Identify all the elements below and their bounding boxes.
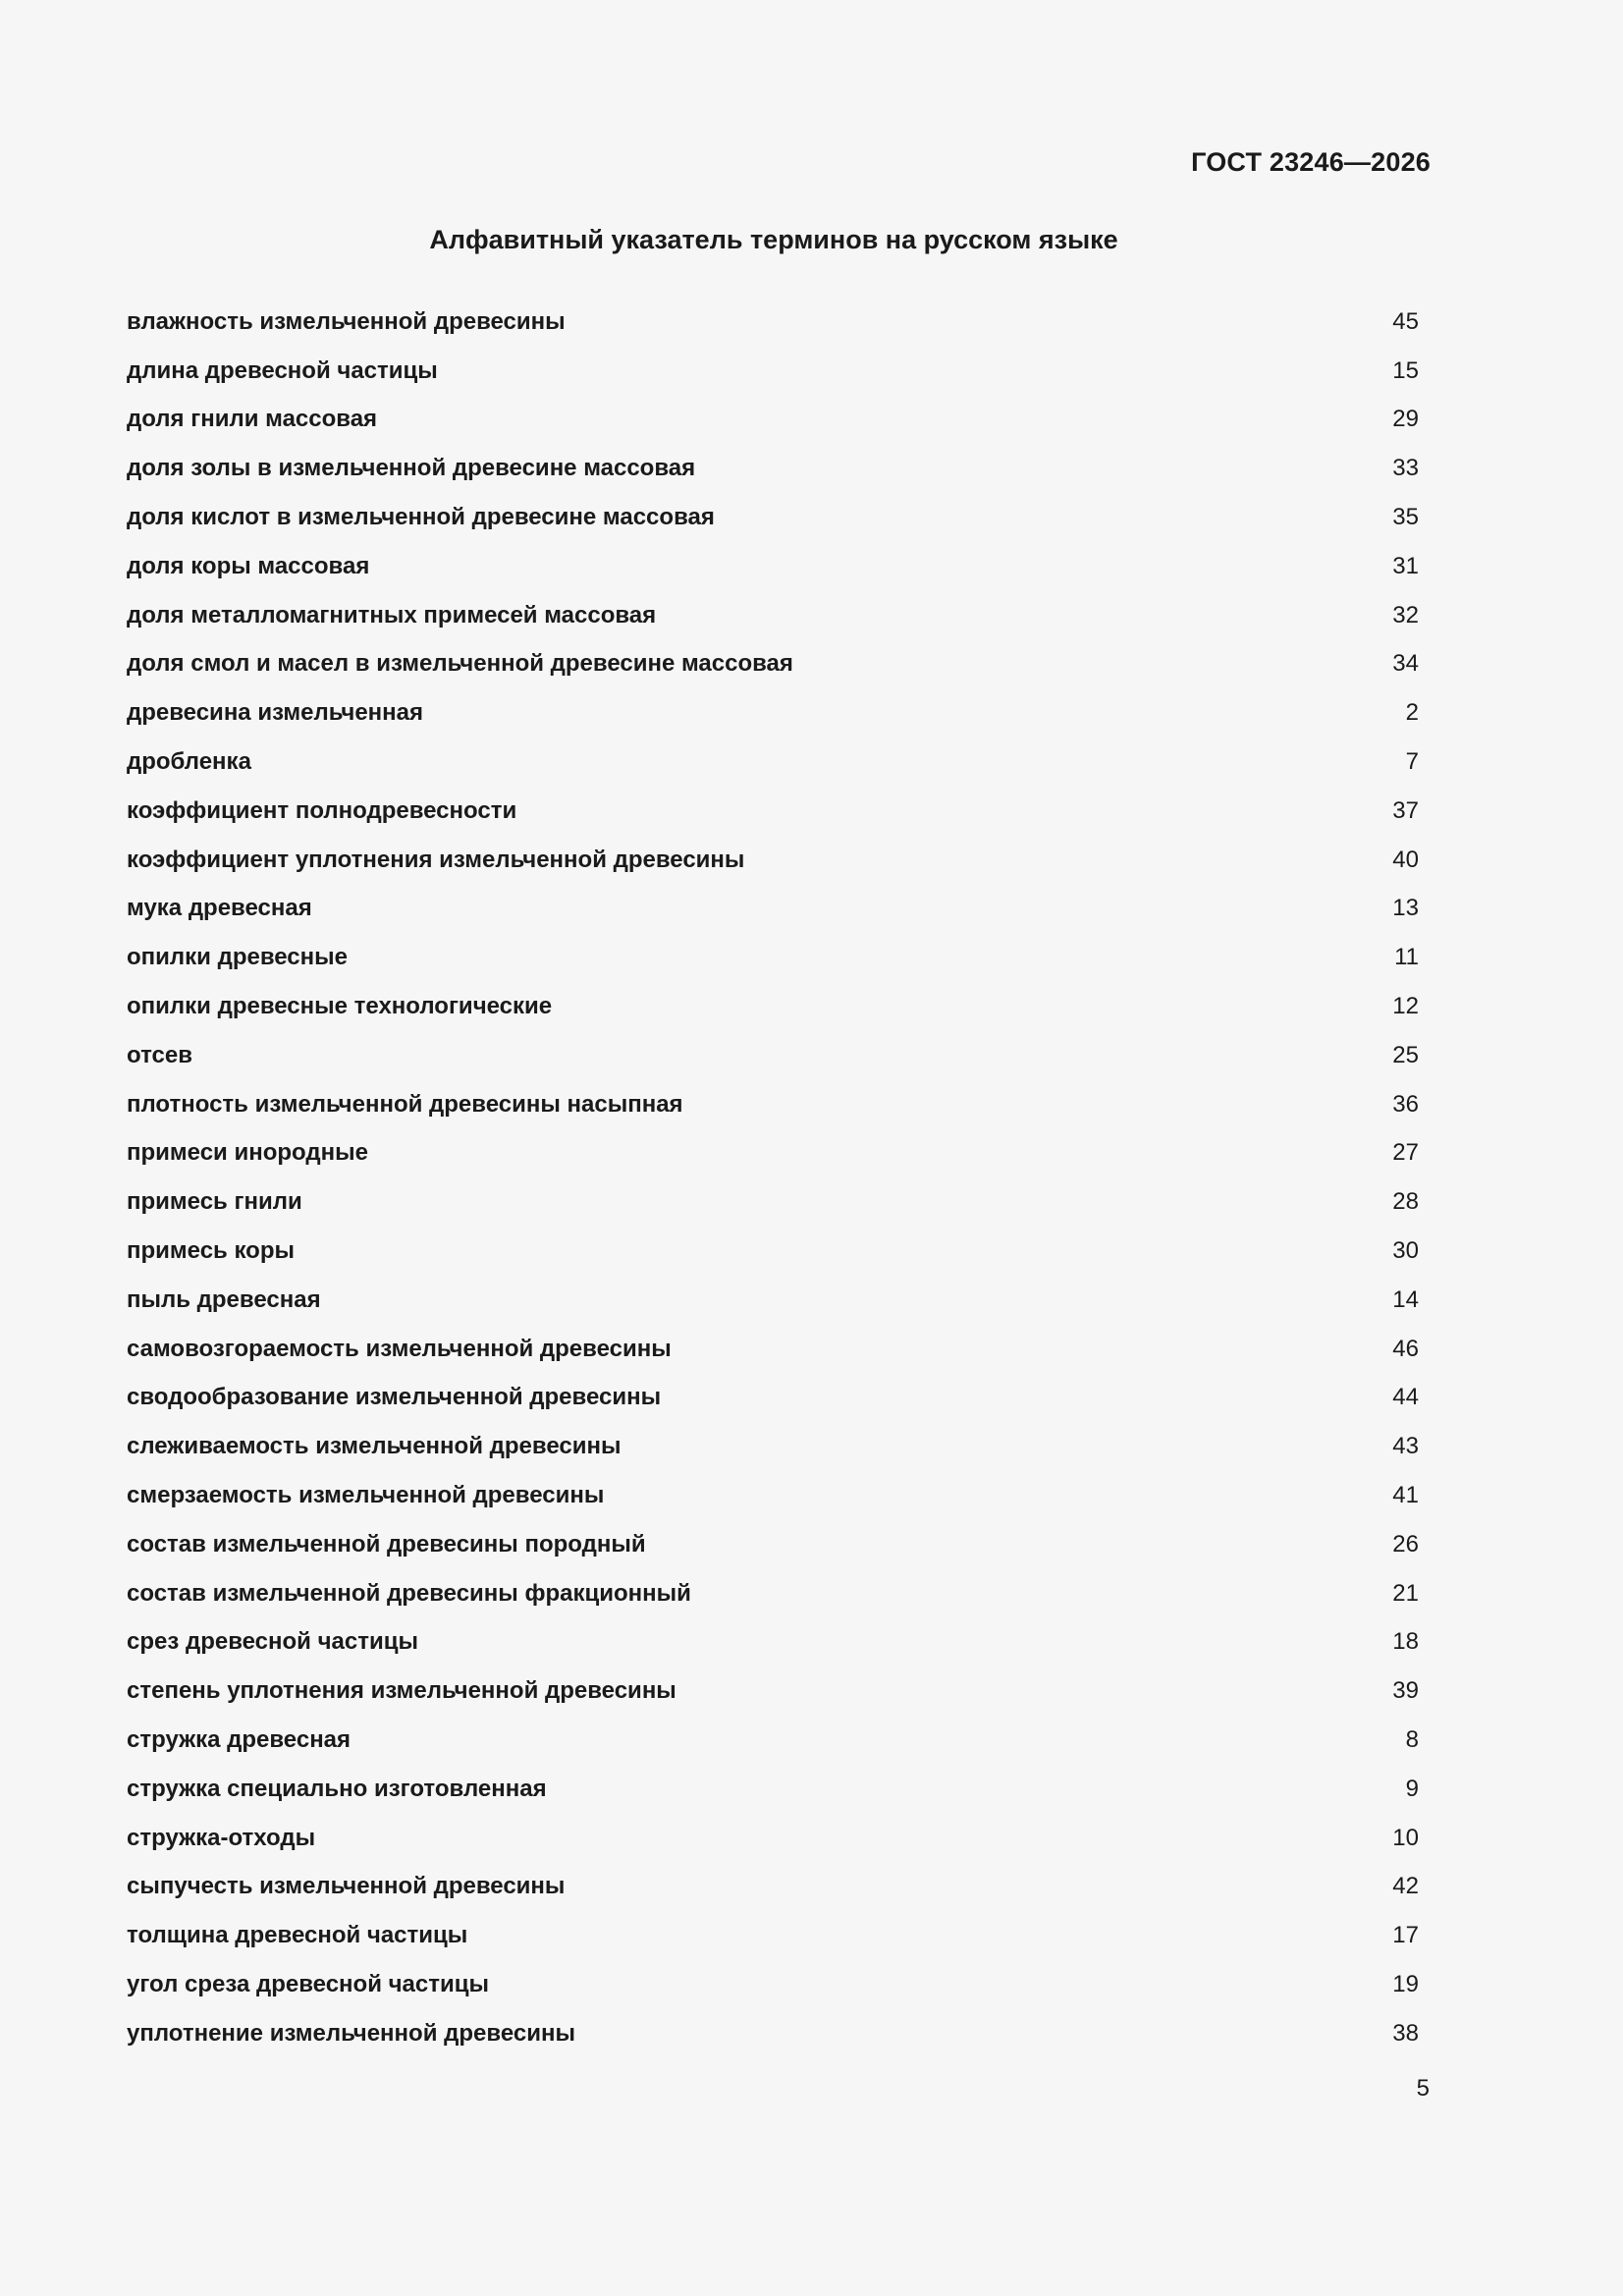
index-entry	[127, 1960, 1419, 2009]
index-term-number: 28	[1392, 1188, 1419, 1216]
index-term-number: 43	[1392, 1433, 1419, 1460]
index-term: примеси инородные	[127, 1139, 368, 1167]
index-term-number: 38	[1392, 2019, 1419, 2047]
index-term-number: 42	[1392, 1873, 1419, 1900]
index-entry	[127, 885, 1419, 934]
index-entry	[127, 787, 1419, 836]
index-entry	[127, 1031, 1419, 1080]
index-term: влажность измельченной древесины	[127, 307, 566, 335]
index-term: мука древесная	[127, 895, 312, 922]
index-title: Алфавитный указатель терминов на русском языке	[429, 225, 1118, 254]
index-term: длина древесной частицы	[127, 356, 438, 384]
index-term-number: 10	[1392, 1824, 1419, 1851]
index-term: отсев	[127, 1041, 192, 1068]
index-term-number: 17	[1392, 1922, 1419, 1949]
index-entry	[127, 1765, 1419, 1814]
index-term: примесь коры	[127, 1237, 295, 1265]
index-term-number: 33	[1392, 455, 1419, 482]
index-entry	[127, 738, 1419, 787]
index-entry	[127, 2009, 1419, 2058]
index-term-number: 27	[1392, 1139, 1419, 1167]
index-entry	[127, 1667, 1419, 1716]
index-term-number: 40	[1392, 846, 1419, 873]
index-term: уплотнение измельченной древесины	[127, 2019, 575, 2047]
index-term-number: 15	[1392, 356, 1419, 384]
index-term: сыпучесть измельченной древесины	[127, 1873, 566, 1900]
index-entry	[127, 1716, 1419, 1765]
index-term: доля металломагнитных примесей массовая	[127, 601, 657, 629]
index-term-number: 11	[1394, 944, 1419, 971]
index-term: доля смол и масел в измельченной древесине массовая	[127, 650, 793, 678]
index-term-number: 34	[1392, 650, 1419, 678]
index-entry	[127, 396, 1419, 445]
index-entry	[127, 1911, 1419, 1960]
index-term: древесина измельченная	[127, 699, 424, 727]
index-term: срез древесной частицы	[127, 1628, 418, 1656]
index-term-number: 13	[1392, 895, 1419, 922]
index-entry	[127, 542, 1419, 591]
index-term: стружка специально изготовленная	[127, 1775, 547, 1802]
index-entry	[127, 1422, 1419, 1471]
index-term-number: 2	[1405, 699, 1419, 727]
index-term: пыль древесная	[127, 1285, 321, 1313]
index-term: доля кислот в измельченной древесине массовая	[127, 504, 715, 531]
index-term-number: 21	[1392, 1579, 1419, 1607]
index-term: доля гнили массовая	[127, 406, 378, 433]
index-entry	[127, 1569, 1419, 1618]
index-term-number: 29	[1392, 406, 1419, 433]
index-term: слеживаемость измельченной древесины	[127, 1433, 622, 1460]
index-entry	[127, 1471, 1419, 1520]
index-term-number: 8	[1405, 1726, 1419, 1753]
index-term: доля коры массовая	[127, 552, 370, 579]
index-entry	[127, 1520, 1419, 1569]
index-entry	[127, 1177, 1419, 1227]
index-entry	[127, 444, 1419, 493]
index-term: коэффициент полнодревесности	[127, 796, 517, 824]
index-term-number: 35	[1392, 504, 1419, 531]
page-number: 5	[1416, 2075, 1430, 2102]
index-entry	[127, 982, 1419, 1031]
index-term-number: 25	[1392, 1041, 1419, 1068]
index-entry	[127, 1080, 1419, 1129]
index-entry	[127, 1276, 1419, 1325]
index-term: плотность измельченной древесины насыпная	[127, 1090, 683, 1118]
index-term-number: 31	[1392, 552, 1419, 579]
index-term: опилки древесные	[127, 944, 348, 971]
index-entry	[127, 688, 1419, 738]
index-entry	[127, 347, 1419, 396]
index-term-number: 37	[1392, 796, 1419, 824]
index-term-number: 14	[1392, 1285, 1419, 1313]
index-entry	[127, 591, 1419, 640]
index-entry	[127, 1374, 1419, 1423]
index-term-number: 12	[1392, 993, 1419, 1020]
index-term-number: 9	[1405, 1775, 1419, 1802]
index-term-number: 26	[1392, 1530, 1419, 1558]
document-code: ГОСТ 23246—2026	[1191, 147, 1431, 177]
index-entry	[127, 1129, 1419, 1178]
index-term: опилки древесные технологические	[127, 993, 553, 1020]
index-term: степень уплотнения измельченной древесины	[127, 1677, 676, 1705]
index-entry	[127, 1863, 1419, 1912]
index-term-number: 30	[1392, 1237, 1419, 1265]
index-term-number: 44	[1392, 1384, 1419, 1411]
index-term: стружка-отходы	[127, 1824, 316, 1851]
index-entry	[127, 1618, 1419, 1667]
index-term-number: 18	[1392, 1628, 1419, 1656]
index-term: стружка древесная	[127, 1726, 352, 1753]
index-term-number: 36	[1392, 1090, 1419, 1118]
index-term: сводообразование измельченной древесины	[127, 1384, 662, 1411]
index-term: состав измельченной древесины породный	[127, 1530, 646, 1558]
index-term-number: 46	[1392, 1335, 1419, 1362]
index-term: толщина древесной частицы	[127, 1922, 468, 1949]
index-term: коэффициент уплотнения измельченной древесины	[127, 846, 745, 873]
index-entry	[127, 640, 1419, 689]
index-term-number: 32	[1392, 601, 1419, 629]
index-term: дробленка	[127, 748, 251, 776]
index-term-number: 7	[1405, 748, 1419, 776]
index-entry	[127, 933, 1419, 982]
index-term: примесь гнили	[127, 1188, 302, 1216]
term-index-list	[127, 298, 1419, 2058]
index-term: доля золы в измельченной древесине массовая	[127, 455, 696, 482]
index-entry	[127, 298, 1419, 347]
index-term: самовозгораемость измельченной древесины	[127, 1335, 672, 1362]
index-entry	[127, 1227, 1419, 1276]
index-entry	[127, 836, 1419, 885]
index-term: смерзаемость измельченной древесины	[127, 1482, 605, 1509]
index-term-number: 19	[1392, 1970, 1419, 1997]
index-entry	[127, 1325, 1419, 1374]
index-term: состав измельченной древесины фракционный	[127, 1579, 691, 1607]
index-entry	[127, 1814, 1419, 1863]
index-term-number: 41	[1392, 1482, 1419, 1509]
index-entry	[127, 493, 1419, 542]
index-term-number: 39	[1392, 1677, 1419, 1705]
index-term-number: 45	[1392, 307, 1419, 335]
index-term: угол среза древесной частицы	[127, 1970, 490, 1997]
